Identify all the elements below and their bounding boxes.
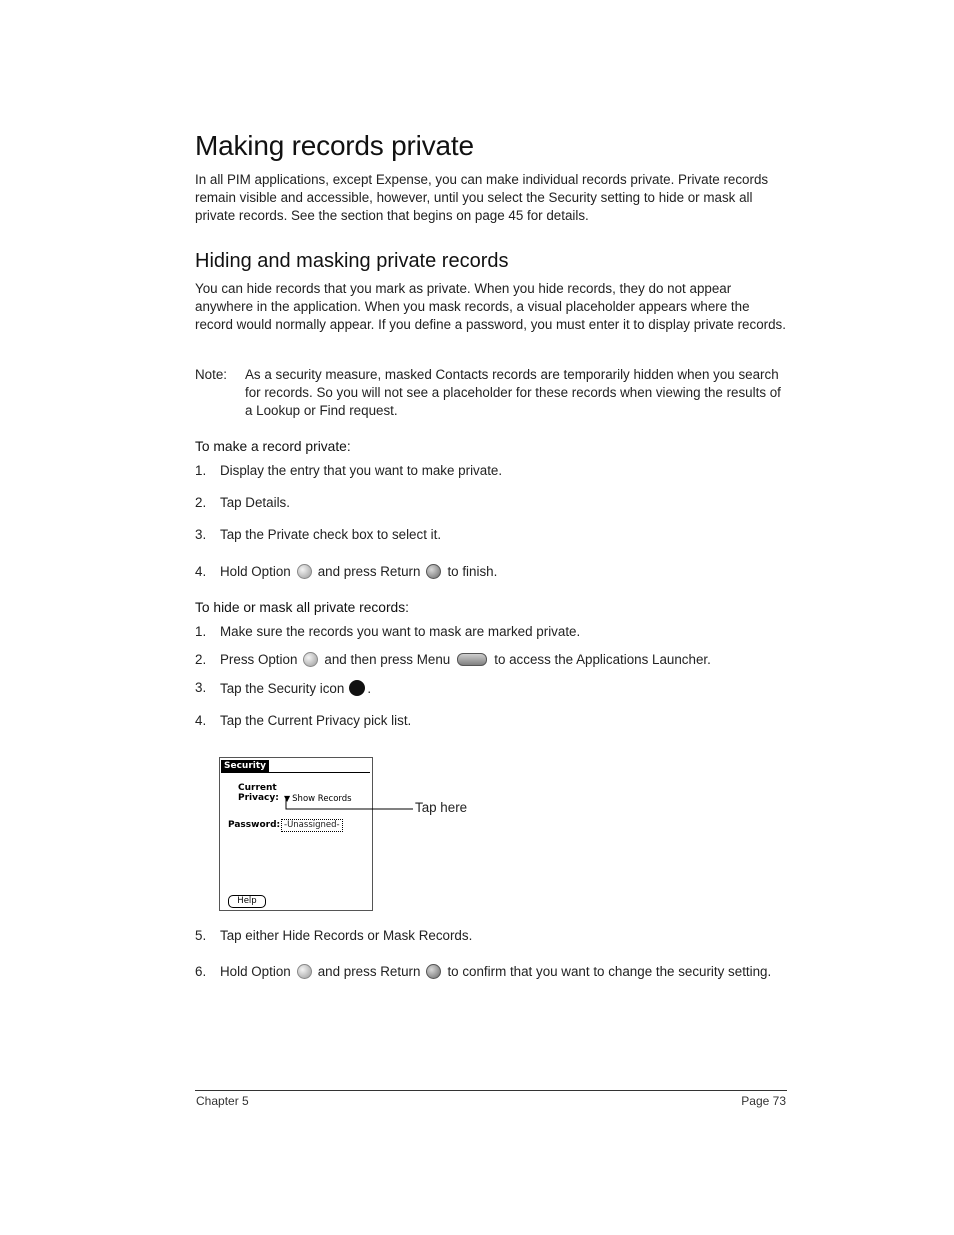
return-key-icon [426,564,441,579]
step-text: and press Return [317,564,421,579]
step-number: 5. [195,928,207,943]
step-text: to access the Applications Launcher. [494,652,711,667]
return-key-icon [426,964,441,979]
section-body: You can hide records that you mark as private. When you hide records, they do not appear anywhere in the application. When you mask records, a visual placeholder appears where the record would normally appear. If you define a password, you must enter it to display private records. [195,281,786,332]
footer-page-number: Page 73 [741,1094,786,1108]
help-button[interactable]: Help [228,895,266,908]
note-label: Note: [195,367,228,382]
option-key-icon [303,652,318,667]
current-privacy-value: Show Records [292,794,352,804]
step-number: 3. [195,680,207,695]
step-number: 3. [195,527,207,542]
current-privacy-label-line1: Current [238,783,277,793]
page-title: Making records private [195,130,474,161]
step-number: 6. [195,964,207,979]
step-text: Tap the Private check box to select it. [220,527,442,542]
step-text: to finish. [447,564,498,579]
step-text: Tap the Security icon [220,680,345,696]
step-number: 2. [195,495,207,510]
callout-line [280,795,420,815]
intro-paragraph: In all PIM applications, except Expense, you can make individual records private. Private records remain visible and accessible, however, until you select the Security setting to hide or mask all private records. See the section that begins on page 45 for details. [195,172,769,223]
section-heading: Hiding and masking private records [195,250,509,272]
step-text: . [367,680,372,696]
current-privacy-label-line2: Privacy: [238,793,279,803]
footer-chapter: Chapter 5 [196,1094,249,1108]
step-text: and press Return [317,964,421,979]
step-text: to confirm that you want to change the security setting. [447,964,772,979]
procedure-heading-hide-mask: To hide or mask all private records: [195,600,409,615]
step-number: 4. [195,564,207,579]
password-field[interactable]: -Unassigned- [281,819,343,832]
step-text: Hold Option [220,564,291,579]
security-app-icon [349,680,365,696]
step-text: Hold Option [220,964,291,979]
procedure-heading-make-private: To make a record private: [195,439,351,454]
step-number: 4. [195,713,207,728]
step-text: Tap Details. [220,495,290,510]
password-label: Password: [228,820,281,830]
note-text: As a security measure, masked Contacts records are temporarily hidden when you search for records. So you will not see a placeholder for these records when viewing the results of a Lookup or Find request. [245,367,781,418]
step-text: Make sure the records you want to mask are marked private. [220,624,581,639]
step-number: 1. [195,463,207,478]
step-text: Press Option [220,652,298,667]
callout-label: Tap here [415,800,468,815]
screen-titlebar [221,760,370,773]
step-text: and then press Menu [324,652,451,667]
screen-title: Security [221,760,269,772]
menu-key-icon [457,653,487,666]
chevron-down-icon: ▼ [284,794,291,803]
security-screen-figure [219,757,373,911]
option-key-icon [297,564,312,579]
step-text: Tap the Current Privacy pick list. [220,713,412,728]
footer-rule [195,1090,787,1091]
step-text: Tap either Hide Records or Mask Records. [220,928,473,943]
option-key-icon [297,964,312,979]
step-number: 2. [195,652,207,667]
step-text: Display the entry that you want to make private. [220,463,503,478]
step-number: 1. [195,624,207,639]
